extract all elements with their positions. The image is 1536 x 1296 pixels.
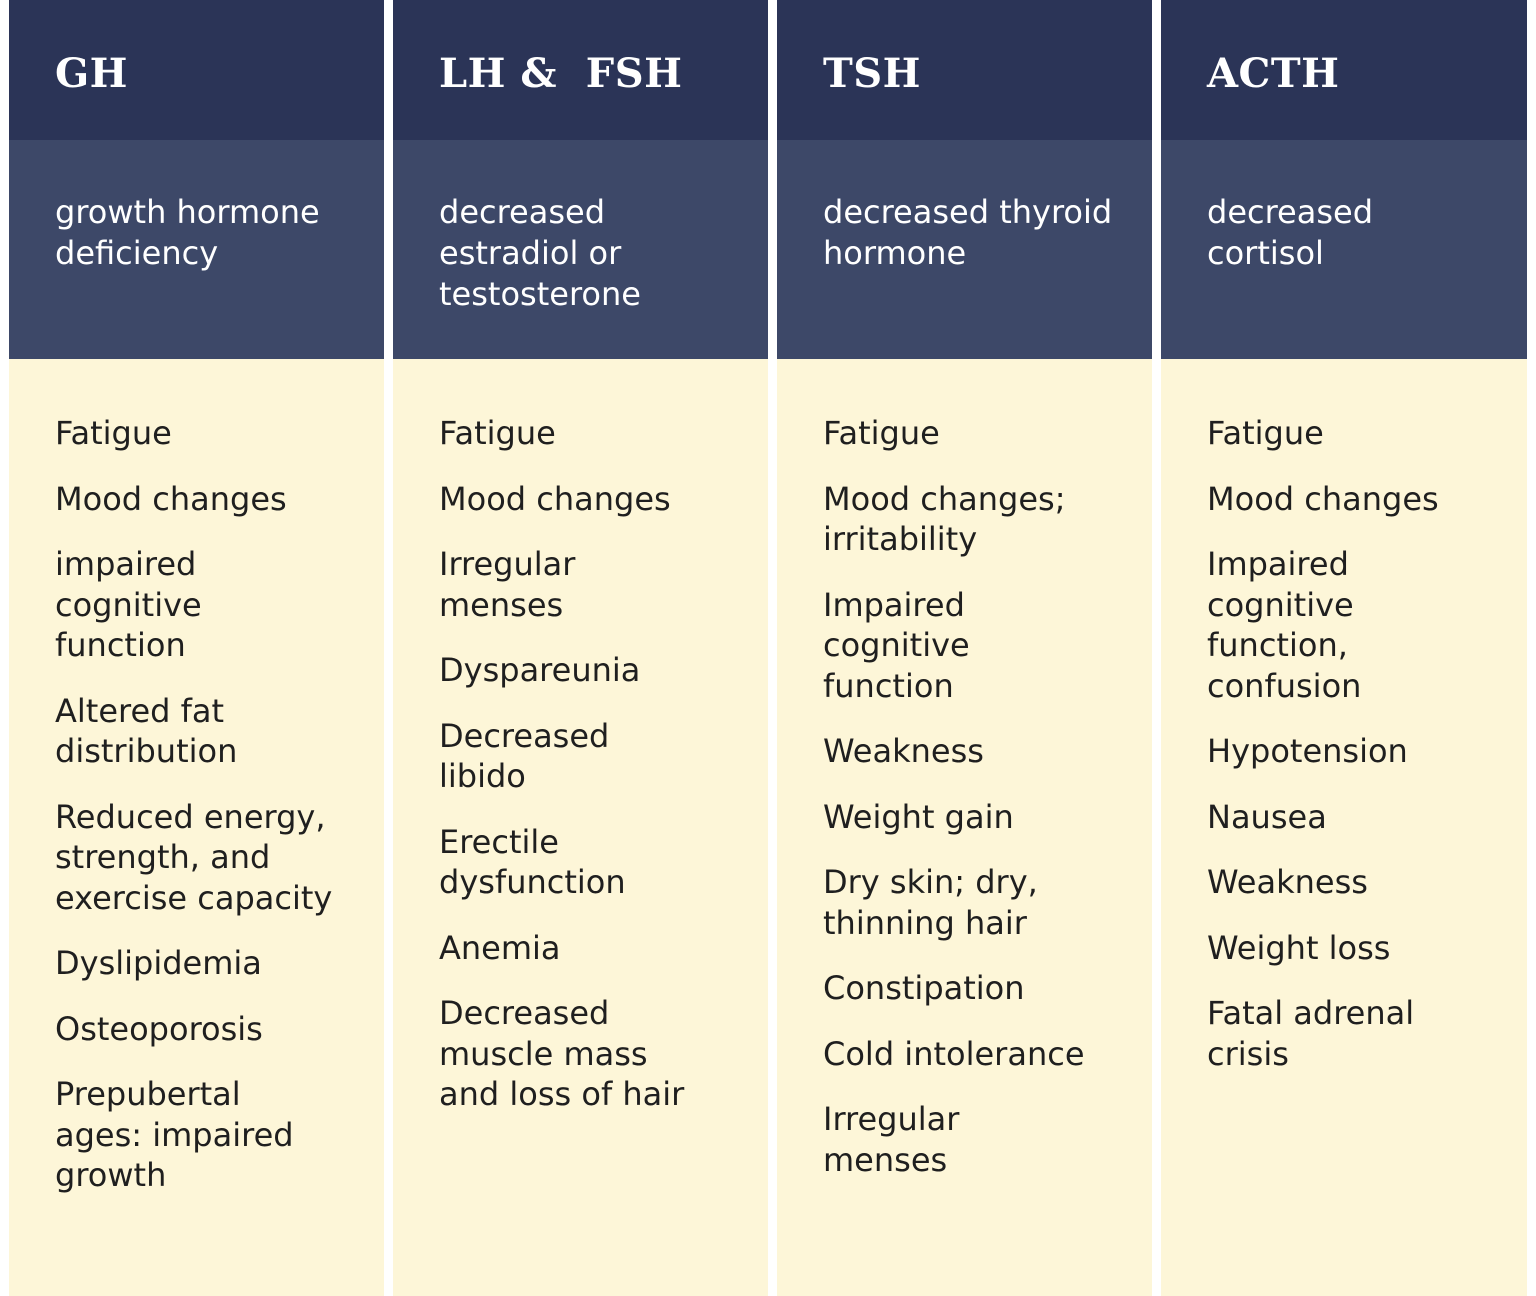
symptoms-cell — [9, 359, 384, 1296]
symptom-item: Mood changes; irritability — [823, 479, 1066, 558]
symptom-item: Weight gain — [823, 797, 1014, 836]
symptom-list — [55, 413, 364, 1196]
symptom-item: Irregular menses — [823, 1100, 960, 1179]
hormone-name: GH — [55, 50, 128, 97]
symptoms-cell — [393, 359, 768, 1296]
symptom-item: Osteoporosis — [55, 1009, 263, 1048]
symptom-item: Weight loss — [1207, 928, 1391, 967]
hormone-header — [393, 0, 768, 140]
symptom-item: Nausea — [1207, 797, 1327, 836]
symptoms-cell — [1161, 359, 1527, 1296]
column-lh-fsh — [393, 0, 768, 1296]
symptom-item: Decreased libido — [439, 716, 610, 795]
symptom-item: Weakness — [823, 732, 984, 770]
symptom-item: impaired cognitive function — [55, 545, 202, 664]
symptoms-cell — [777, 359, 1152, 1296]
symptom-item: Mood changes — [55, 479, 287, 518]
symptom-item: Fatigue — [1207, 414, 1324, 452]
symptom-item: Fatigue — [439, 414, 556, 452]
symptom-list — [439, 413, 748, 1115]
symptom-item: Altered fat distribution — [55, 691, 238, 770]
symptom-item: Weakness — [1207, 863, 1368, 901]
symptom-item: Erectile dysfunction — [439, 822, 626, 901]
symptom-item: Dry skin; dry, thinning hair — [823, 863, 1038, 942]
deficiency-text: decreased estradiol or testosterone — [439, 193, 641, 313]
symptom-item: Reduced energy, strength, and exercise capacity — [55, 797, 333, 917]
deficiency-text: decreased thyroid hormone — [823, 193, 1113, 272]
symptom-list — [823, 413, 1132, 1180]
symptom-item: Mood changes — [439, 479, 671, 518]
symptom-item: Constipation — [823, 969, 1025, 1007]
deficiency-cell — [393, 140, 768, 359]
symptom-item: Prepubertal ages: impaired growth — [55, 1075, 294, 1194]
symptom-item: Cold intolerance — [823, 1034, 1085, 1073]
column-acth — [1161, 0, 1527, 1296]
symptom-item: Impaired cognitive function — [823, 585, 970, 705]
hormone-name: TSH — [823, 50, 921, 97]
hormone-name: LH & FSH — [439, 50, 683, 97]
symptom-item: Fatigue — [823, 414, 940, 452]
symptom-item: Irregular menses — [439, 545, 576, 624]
deficiency-cell — [777, 140, 1152, 359]
deficiency-cell — [9, 140, 384, 359]
symptom-item: Dyslipidemia — [55, 944, 262, 982]
symptom-item: Dyspareunia — [439, 651, 641, 689]
symptom-list — [1207, 413, 1507, 1074]
symptom-item: Fatigue — [55, 414, 172, 452]
deficiency-text: decreased cortisol — [1207, 193, 1374, 272]
column-tsh — [777, 0, 1152, 1296]
deficiency-cell — [1161, 140, 1527, 359]
hormone-name: ACTH — [1207, 50, 1340, 97]
hormone-header — [777, 0, 1152, 140]
symptom-item: Impaired cognitive function, confusion — [1207, 545, 1362, 705]
deficiency-text: growth hormone deficiency — [55, 193, 320, 272]
symptom-item: Decreased muscle mass and loss of hair — [439, 994, 685, 1113]
symptom-item: Anemia — [439, 928, 561, 967]
symptom-item: Hypotension — [1207, 732, 1408, 770]
symptom-item: Mood changes — [1207, 479, 1439, 518]
symptom-item: Fatal adrenal crisis — [1207, 994, 1415, 1073]
column-gh — [9, 0, 384, 1296]
hormone-header — [1161, 0, 1527, 140]
hormone-header — [9, 0, 384, 140]
